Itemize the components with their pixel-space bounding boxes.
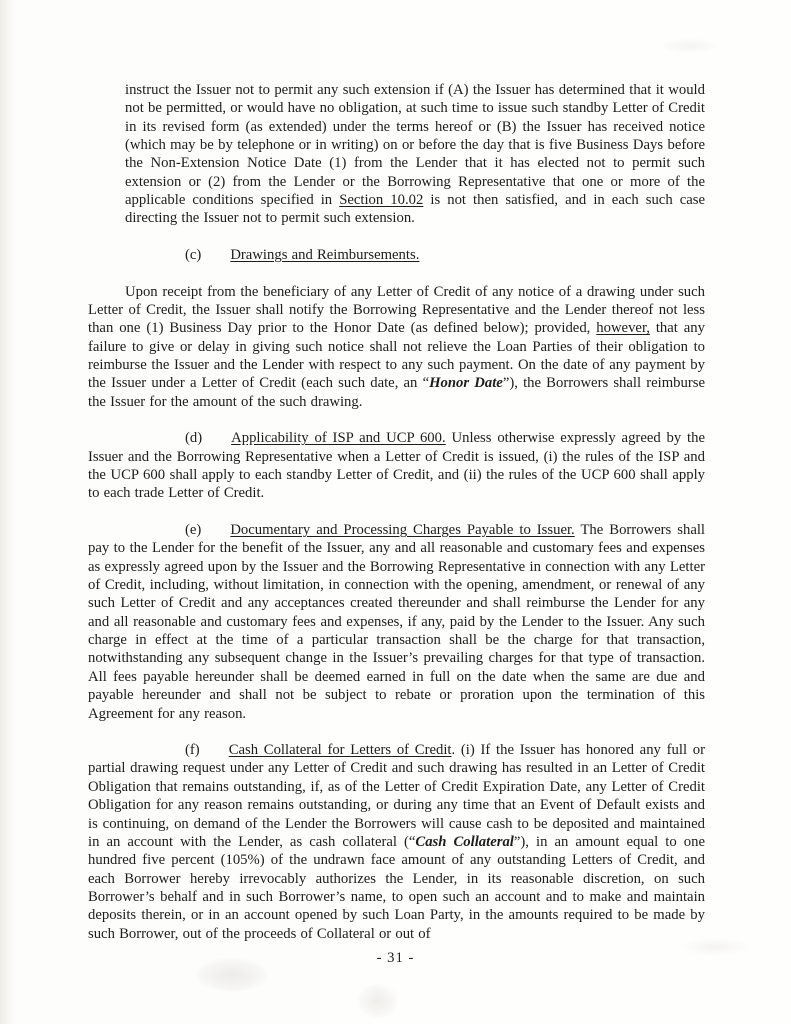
text-run: ”), in an amount equal to one hundred five percent (105%) of the undrawn face amount of any outstanding Letters of Credit, and each Borrower hereby irrevocably authorizes the Lender, in its reasonable discretion, on such Borrower’s behalf and in such Borrower’s name, to open such an account and to make and maintain deposits therein, or in an account opened by such Loan Party, in the amounts required to be made by such Borrower, out of the proceeds of Collateral or out of xyxy=(88,833,705,942)
text-run: . (i) If the Issuer has honored any full or partial drawing request under any Letter of Credit and such drawing has resulted in an Letter of Credit Obligation that remains outstanding, if, as of the Letter of Credit Expiration Date, any Letter of Credit Obligation for any reason remains outstanding, or during any time that an Event of Default exists and is continuing, on demand of the Lender the Borrowers will cause cash to be deposited and maintained in an account with the Lender, as cash collateral (“ xyxy=(88,742,705,850)
text-run: (f) xyxy=(185,742,200,759)
page-number: - 31 - xyxy=(376,950,415,966)
text-run: Unless otherwise expressly agreed by the Issuer and the Borrowing Representative when a Letter of Credit is issued, (i) the rules of the ISP and the UCP 600 shall apply to each standby Letter of Credit, and (ii) the rules of the UCP 600 shall apply to each trade Letter of Credit. xyxy=(88,430,705,502)
paragraph-heading xyxy=(88,246,705,264)
paragraph-body xyxy=(88,283,705,411)
text-run-underline: Drawings and Reimbursements. xyxy=(230,247,420,264)
text-run: (e) xyxy=(185,522,202,539)
text-run: that any failure to give or delay in giving such notice shall not relieve the Loan Parties of their obligation to reimburse the Issuer and the Lender with respect to any such payment. On the date of any payment by the Issuer under a Letter of Credit (each such date, an “ xyxy=(88,320,705,392)
text-run-underline: Documentary and Processing Charges Payable to Issuer. xyxy=(230,522,575,539)
text-run-underline: Cash Collateral for Letters of Credit xyxy=(228,742,452,759)
text-run: The Borrowers shall pay to the Lender for the benefit of the Issuer, any and all reasonable and customary fees and expenses as expressly agreed upon by the Issuer and the Borrowing Representative in connection with any Letter of Credit, including, without limitation, in connection with the opening, amendment, or renewal of any such Letter of Credit and any acceptances created thereunder and shall reimburse the Lender for any and all reasonable and customary fees and expenses, if any, paid by the Lender to the Issuer. Any such charge in effect at the time of a particular transaction shall be the charge for that transaction, notwithstanding any subsequent change in the Issuer’s prevailing charges for that type of transaction. All fees payable hereunder shall be deemed earned in full on the date when the same are due and payable hereunder and shall not be subject to rebate or proration upon the termination of this Agreement for any reason. xyxy=(88,522,705,722)
text-run: (c) xyxy=(185,247,202,264)
text-run: instruct the Issuer not to permit any such extension if (A) the Issuer has determined that it would not be permitted, or would have no obligation, at such time to issue such standby Letter of Credit in its revised form (as extended) under the terms hereof or (B) the Issuer has received notice (which may be by telephone or in writing) on or before the day that is five Business Days before the Non-Extension Notice Date (1) from the Lender that it has elected not to permit such extension or (2) from the Lender or the Borrowing Representative that one or more of the applicable conditions specified in xyxy=(125,82,705,209)
text-run: (d) xyxy=(185,430,203,447)
paragraph-section xyxy=(88,521,705,723)
text-run: is not then satisfied, and in each such case directing the Issuer not to permit such extension. xyxy=(125,192,705,227)
paragraph-section xyxy=(88,741,705,943)
scan-smudge xyxy=(358,984,398,1018)
text-run-underline: Section 10.02 xyxy=(339,192,424,209)
paragraph-indented xyxy=(125,81,705,228)
text-run-underline: Applicability of ISP and UCP 600. xyxy=(231,430,446,447)
scan-smudge xyxy=(660,38,720,54)
text-run: ”), the Borrowers shall reimburse the Issuer for the amount of the such drawing. xyxy=(88,375,705,410)
text-run-bolditalic: Honor Date xyxy=(429,375,503,392)
document-body xyxy=(88,81,705,943)
paragraph-section xyxy=(88,429,705,502)
text-run-bolditalic: Cash Collateral xyxy=(415,833,514,850)
text-run-underline: however, xyxy=(596,320,650,337)
text-run: Upon receipt from the beneficiary of any Letter of Credit of any notice of a drawing under such Letter of Credit, the Issuer shall notify the Borrowing Representative and the Lender thereof not less than one (1) Business Day prior to the Honor Date (as defined below); provided, xyxy=(88,283,705,337)
